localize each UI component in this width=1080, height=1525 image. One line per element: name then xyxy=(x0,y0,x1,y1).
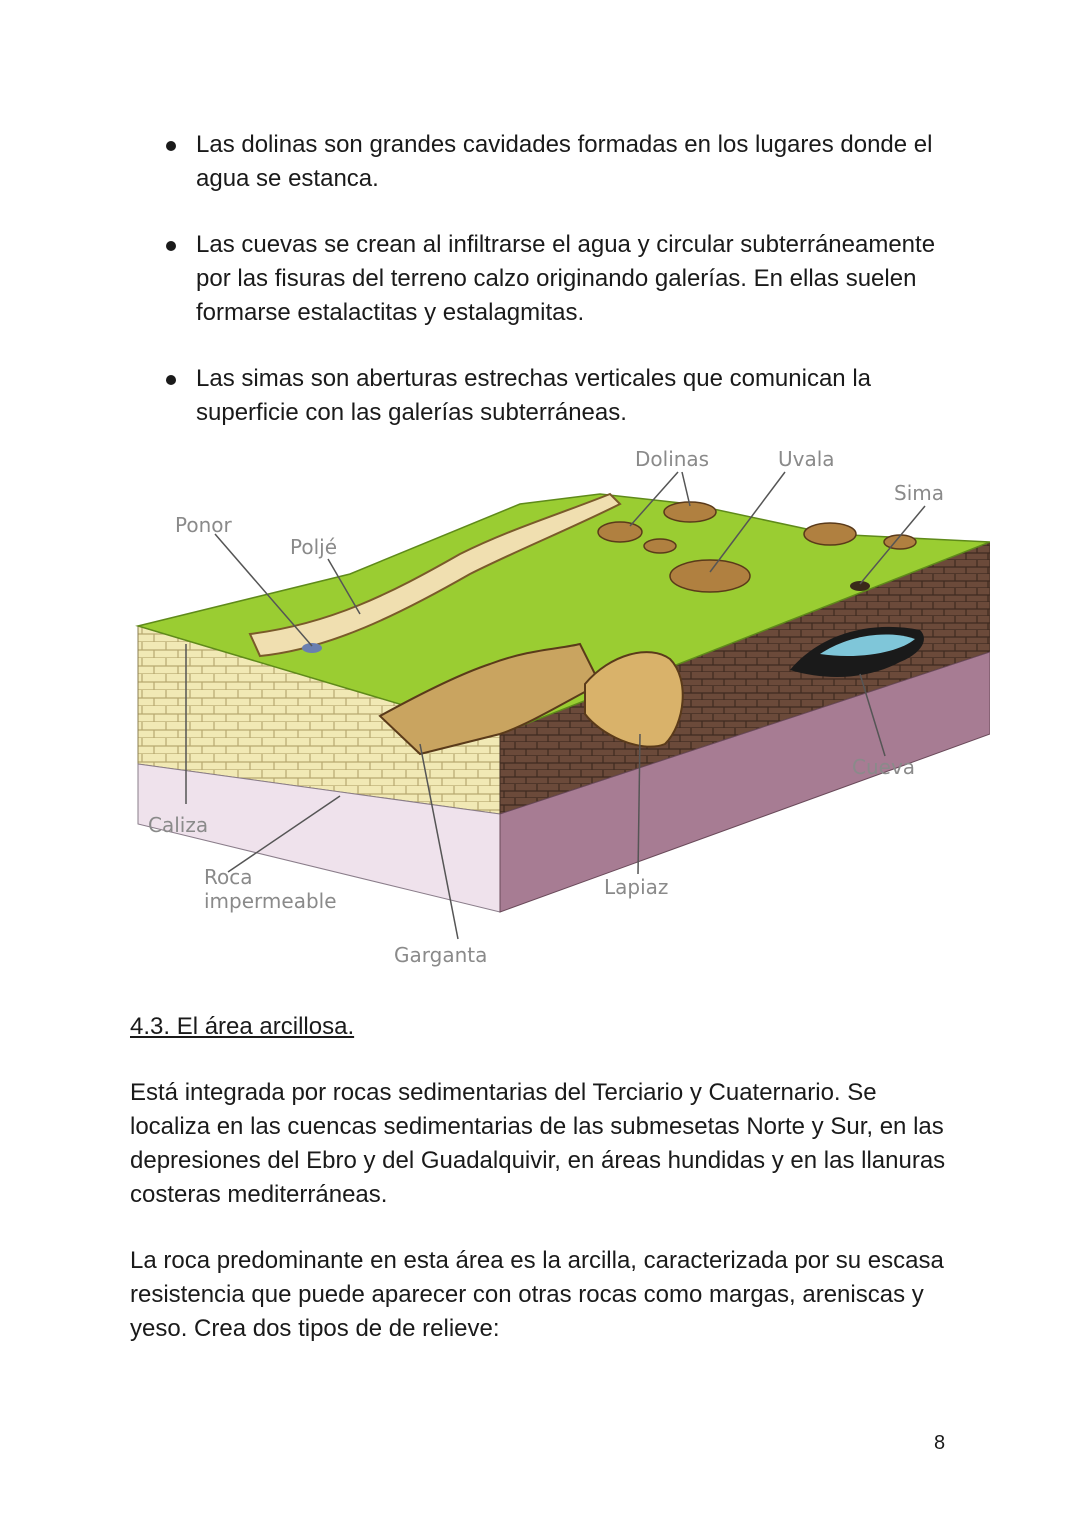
bullet-dot xyxy=(166,141,176,151)
karst-diagram-svg xyxy=(130,434,990,974)
label-garganta: Garganta xyxy=(394,943,488,967)
dolina-4 xyxy=(804,523,856,545)
label-ponor: Ponor xyxy=(175,513,232,537)
uvala xyxy=(670,560,750,592)
bullet-dot xyxy=(166,375,176,385)
karst-relief-diagram xyxy=(130,434,990,974)
label-caliza: Caliza xyxy=(148,813,209,837)
bullet-item-cuevas xyxy=(160,228,960,330)
label-roca: Roca xyxy=(204,865,253,889)
section-paragraph-2: La roca predominante en esta área es la arcilla, caracterizada por su escasa resistencia que puede aparecer con otras rocas como margas, areniscas y yeso. Crea dos tipos de de relieve: xyxy=(130,1247,944,1342)
label-lapiaz: Lapiaz xyxy=(604,875,669,899)
bullet-list xyxy=(160,128,960,462)
section-paragraph-1: Está integrada por rocas sedimentarias del Terciario y Cuaternario. Se localiza en las cuencas sedimentarias de las submesetas Norte y Sur, en las depresiones del Ebro y del Guadalquivir, en áreas hundidas y en las llanuras costeras mediterráneas. xyxy=(130,1079,946,1208)
bullet-item-simas xyxy=(160,362,960,430)
label-cueva: Cueva xyxy=(852,755,916,779)
section-heading: 4.3. El área arcillosa. xyxy=(130,1013,355,1040)
page-number: 8 xyxy=(934,1432,946,1454)
label-sima: Sima xyxy=(894,481,944,505)
bullet-text: Las dolinas son grandes cavidades formadas en los lugares donde el agua se estanca. xyxy=(196,131,933,192)
label-polje: Poljé xyxy=(290,535,338,559)
sima-opening xyxy=(850,581,870,591)
bullet-item-dolinas xyxy=(160,128,960,196)
label-dolinas: Dolinas xyxy=(635,447,710,471)
bullet-dot xyxy=(166,241,176,251)
ponor-sink xyxy=(302,643,322,653)
bullet-text: Las cuevas se crean al infiltrarse el agua y circular subterráneamente por las fisuras del terreno calzo originando galerías. En ellas suelen formarse estalactitas y estalagmitas. xyxy=(196,231,936,326)
bullet-text: Las simas son aberturas estrechas verticales que comunican la superficie con las galerías subterráneas. xyxy=(196,365,871,426)
dolina-3 xyxy=(644,539,676,553)
dolina-1 xyxy=(598,522,642,542)
label-uvala: Uvala xyxy=(778,447,835,471)
label-impermeable: impermeable xyxy=(204,889,337,913)
